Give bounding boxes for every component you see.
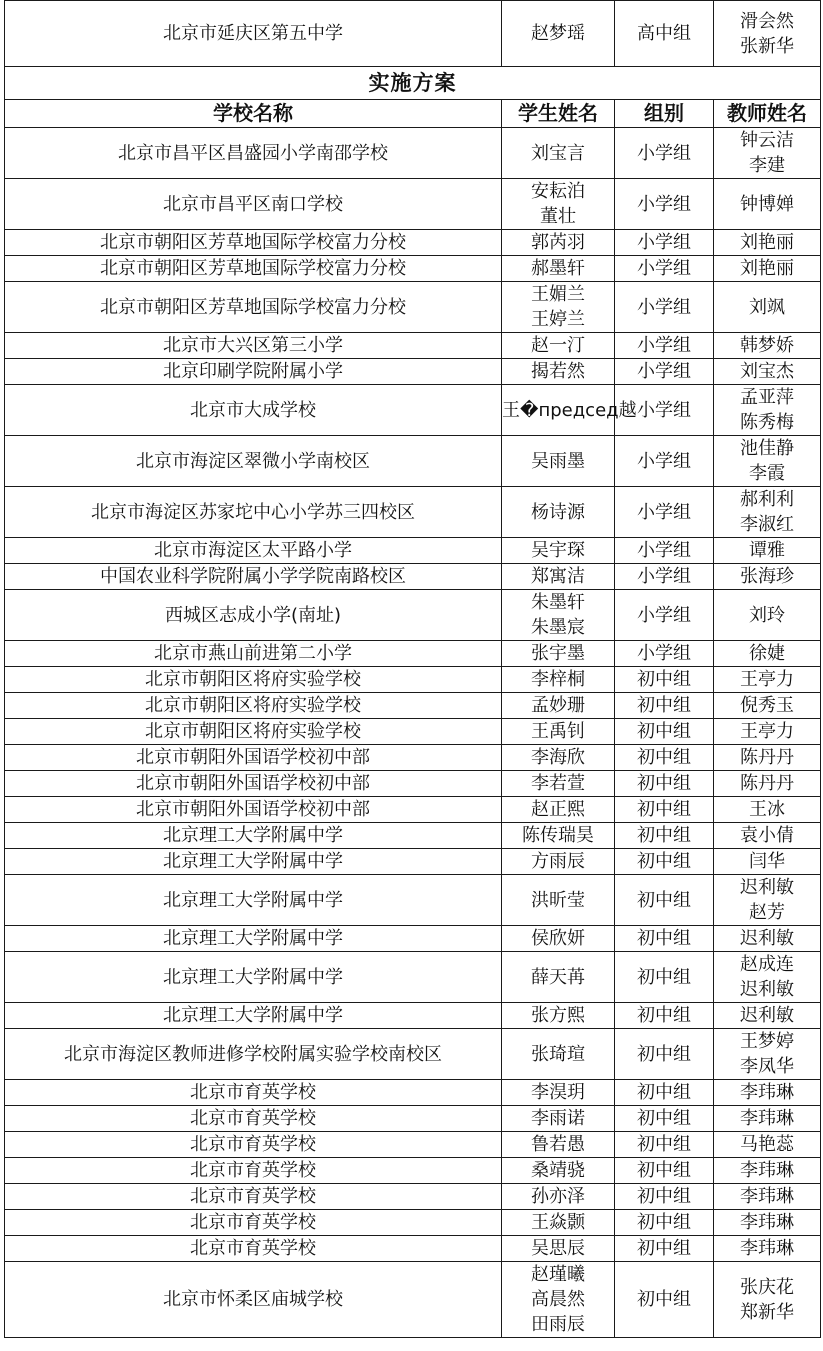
- teacher-name: 刘宝杰: [740, 361, 794, 382]
- group-cell: 初中组: [615, 823, 714, 849]
- student-name: 田雨辰: [531, 1314, 585, 1335]
- teacher-name: 李玮琳: [740, 1082, 794, 1103]
- teacher-name: 赵芳: [749, 902, 785, 923]
- teacher-name: 李玮琳: [740, 1108, 794, 1129]
- teacher-name: 迟利敏: [740, 1005, 794, 1026]
- teacher-name-cell: [714, 385, 821, 436]
- student-name: 李若萱: [531, 773, 585, 794]
- teacher-name-cell: [714, 693, 821, 719]
- student-name: 侯欣妍: [531, 928, 585, 949]
- student-name: 陈传瑞昊: [522, 825, 594, 846]
- school-name-cell: 北京市怀柔区庙城学校: [5, 1262, 502, 1338]
- group-cell: 高中组: [615, 1, 714, 67]
- student-name-cell: [502, 1080, 615, 1106]
- table-row: [5, 641, 821, 667]
- student-name-cell: [502, 359, 615, 385]
- student-name-cell: [502, 128, 615, 179]
- group-cell: 初中组: [615, 1080, 714, 1106]
- teacher-name-cell: [714, 436, 821, 487]
- group-cell: 初中组: [615, 667, 714, 693]
- table-row: [5, 282, 821, 333]
- group-cell: 初中组: [615, 1132, 714, 1158]
- student-name-cell: [502, 1003, 615, 1029]
- teacher-name-cell: [714, 719, 821, 745]
- school-name-cell: 北京市海淀区教师进修学校附属实验学校南校区: [5, 1029, 502, 1080]
- teacher-name: 迟利敏: [740, 979, 794, 1000]
- student-name: 王�председ越: [502, 399, 637, 421]
- school-name-cell: 北京理工大学附属中学: [5, 952, 502, 1003]
- teacher-name: 池佳静: [740, 438, 794, 459]
- student-name-cell: [502, 1158, 615, 1184]
- student-name-cell: [502, 1184, 615, 1210]
- group-cell: 初中组: [615, 1262, 714, 1338]
- group-cell: 小学组: [615, 641, 714, 667]
- school-name-cell: 北京理工大学附属中学: [5, 1003, 502, 1029]
- table-row: [5, 333, 821, 359]
- teacher-name: 陈丹丹: [740, 773, 794, 794]
- teacher-name: 陈丹丹: [740, 747, 794, 768]
- student-name: 赵梦瑶: [531, 23, 585, 44]
- group-cell: 小学组: [615, 590, 714, 641]
- student-name-cell: [502, 385, 637, 436]
- student-name: 王婷兰: [531, 309, 585, 330]
- teacher-name: 迟利敏: [740, 877, 794, 898]
- student-name: 鲁若愚: [531, 1134, 585, 1155]
- teacher-name-cell: [714, 359, 821, 385]
- student-name: 郑寓洁: [531, 566, 585, 587]
- table-row: [5, 1106, 821, 1132]
- student-name: 董壮: [540, 206, 576, 227]
- group-cell: 初中组: [615, 1106, 714, 1132]
- student-name: 高晨然: [531, 1289, 585, 1310]
- student-name-cell: [502, 875, 615, 926]
- teacher-name-cell: [714, 641, 821, 667]
- student-name: 王媚兰: [531, 284, 585, 305]
- teacher-name: 闫华: [749, 851, 785, 872]
- school-name-cell: 北京理工大学附属中学: [5, 926, 502, 952]
- student-name-cell: [502, 771, 615, 797]
- teacher-name: 韩梦娇: [740, 335, 794, 356]
- student-name-cell: [502, 719, 615, 745]
- teacher-name: 张庆花: [740, 1276, 794, 1298]
- student-name-cell: [502, 538, 615, 564]
- table-row: [5, 230, 821, 256]
- student-name: 张琦瑄: [531, 1043, 585, 1065]
- student-name: 李海欣: [531, 747, 585, 768]
- group-cell: 初中组: [615, 1029, 714, 1080]
- teacher-name: 李玮琳: [740, 1212, 794, 1233]
- student-name: 赵正熙: [531, 799, 585, 820]
- student-name: 张方熙: [531, 1005, 585, 1026]
- group-cell: 初中组: [615, 1210, 714, 1236]
- group-cell: 小学组: [615, 128, 714, 179]
- school-name-cell: 北京理工大学附属中学: [5, 823, 502, 849]
- header-row: [5, 100, 821, 128]
- table-row: [5, 1262, 821, 1338]
- student-name: 薛天苒: [531, 966, 585, 988]
- column-header-school: 学校名称: [5, 100, 502, 128]
- student-name: 赵一汀: [531, 335, 585, 356]
- student-name-cell: [502, 256, 615, 282]
- student-name: 吴宇琛: [531, 540, 585, 561]
- teacher-name-cell: [714, 230, 821, 256]
- group-cell: 小学组: [615, 256, 714, 282]
- student-name-cell: [502, 179, 615, 230]
- group-cell: 小学组: [615, 436, 714, 487]
- table-row: [5, 1158, 821, 1184]
- student-name-cell: [502, 230, 615, 256]
- student-name: 洪昕莹: [531, 889, 585, 911]
- student-name: 安耘泊: [531, 181, 585, 202]
- student-name-cell: [502, 641, 615, 667]
- group-cell: 小学组: [615, 282, 714, 333]
- teacher-name-cell: [714, 1158, 821, 1184]
- group-cell: 初中组: [615, 875, 714, 926]
- school-name-cell: 北京市朝阳区将府实验学校: [5, 719, 502, 745]
- teacher-name-cell: [714, 1210, 821, 1236]
- table-row: [5, 926, 821, 952]
- teacher-name: 刘艳丽: [740, 232, 794, 253]
- teacher-name: 袁小倩: [740, 825, 794, 846]
- teacher-name-cell: [714, 538, 821, 564]
- teacher-name-cell: [714, 1, 821, 67]
- group-cell: 初中组: [615, 745, 714, 771]
- student-name-cell: [502, 1210, 615, 1236]
- student-name: 桑靖骁: [531, 1160, 585, 1181]
- teacher-name-cell: [714, 333, 821, 359]
- school-name-cell: 北京理工大学附属中学: [5, 849, 502, 875]
- school-name-cell: 北京市朝阳外国语学校初中部: [5, 771, 502, 797]
- table-row: [5, 256, 821, 282]
- student-name-cell: [502, 849, 615, 875]
- table-row: [5, 590, 821, 641]
- group-cell: 初中组: [615, 1184, 714, 1210]
- group-cell: 初中组: [615, 1236, 714, 1262]
- teacher-name: 谭雅: [749, 540, 785, 561]
- school-name-cell: 北京市海淀区太平路小学: [5, 538, 502, 564]
- school-name-cell: 北京市大兴区第三小学: [5, 333, 502, 359]
- student-name-cell: [502, 1236, 615, 1262]
- group-cell: 初中组: [615, 926, 714, 952]
- school-name-cell: 北京市朝阳区芳草地国际学校富力分校: [5, 282, 502, 333]
- teacher-name: 张海珍: [740, 566, 794, 587]
- teacher-name: 李建: [749, 155, 785, 176]
- student-name: 刘宝言: [531, 142, 585, 164]
- student-name-cell: [502, 823, 615, 849]
- student-name: 杨诗源: [531, 501, 585, 523]
- school-name-cell: 北京市昌平区昌盛园小学南邵学校: [5, 128, 502, 179]
- school-name-cell: 北京市昌平区南口学校: [5, 179, 502, 230]
- school-name-cell: 北京市育英学校: [5, 1184, 502, 1210]
- teacher-name-cell: [714, 771, 821, 797]
- group-cell: 初中组: [615, 719, 714, 745]
- student-name-cell: [502, 1132, 615, 1158]
- teacher-name-cell: [714, 564, 821, 590]
- teacher-name-cell: [714, 1080, 821, 1106]
- teacher-name-cell: [714, 823, 821, 849]
- student-name: 朱墨宸: [531, 617, 585, 638]
- group-cell: 小学组: [615, 333, 714, 359]
- school-name-cell: 北京市朝阳外国语学校初中部: [5, 745, 502, 771]
- group-cell: 初中组: [615, 797, 714, 823]
- teacher-name: 李玮琳: [740, 1160, 794, 1181]
- teacher-name-cell: [714, 1106, 821, 1132]
- table-row: [5, 771, 821, 797]
- school-name-cell: 北京市育英学校: [5, 1210, 502, 1236]
- student-name-cell: [502, 952, 615, 1003]
- teacher-name: 李玮琳: [740, 1238, 794, 1259]
- school-name-cell: 北京市燕山前进第二小学: [5, 641, 502, 667]
- school-name-cell: 北京市育英学校: [5, 1236, 502, 1262]
- student-name-cell: [502, 564, 615, 590]
- table-row: [5, 1210, 821, 1236]
- teacher-name: 赵成连: [740, 954, 794, 975]
- student-name: 王禹钊: [531, 721, 585, 742]
- table-row: [5, 179, 821, 230]
- teacher-name: 王亭力: [740, 721, 794, 742]
- teacher-name-cell: [714, 926, 821, 952]
- school-name-cell: 北京市海淀区苏家坨中心小学苏三四校区: [5, 487, 502, 538]
- school-name-cell: 西城区志成小学(南址): [5, 590, 502, 641]
- table-row: [5, 436, 821, 487]
- student-name: 赵瑾曦: [531, 1264, 585, 1285]
- teacher-name: 倪秀玉: [740, 695, 794, 716]
- column-header-student: 学生姓名: [502, 100, 615, 128]
- table-row: [5, 538, 821, 564]
- student-name: 李淏玥: [531, 1082, 585, 1103]
- student-name-cell: [502, 590, 615, 641]
- teacher-name: 滑会然: [740, 10, 794, 32]
- table-row: [5, 745, 821, 771]
- group-cell: 小学组: [615, 564, 714, 590]
- teacher-name: 陈秀梅: [740, 412, 794, 433]
- table-row: [5, 1080, 821, 1106]
- school-name-cell: 北京市育英学校: [5, 1106, 502, 1132]
- teacher-name-cell: [714, 667, 821, 693]
- student-name: 李梓桐: [531, 669, 585, 690]
- student-name: 王焱颢: [531, 1212, 585, 1233]
- teacher-name-cell: [714, 952, 821, 1003]
- teacher-name-cell: [714, 1132, 821, 1158]
- award-table: [4, 0, 821, 1338]
- teacher-name-cell: [714, 128, 821, 179]
- table-row: [5, 1, 821, 67]
- group-cell: 初中组: [615, 771, 714, 797]
- table-row: [5, 564, 821, 590]
- teacher-name: 刘飒: [749, 296, 785, 318]
- teacher-name-cell: [714, 256, 821, 282]
- group-cell: 初中组: [615, 952, 714, 1003]
- teacher-name-cell: [714, 1003, 821, 1029]
- section-title: 实施方案: [5, 67, 821, 100]
- teacher-name: 马艳蕊: [740, 1134, 794, 1155]
- student-name: 李雨诺: [531, 1108, 585, 1129]
- teacher-name-cell: [714, 487, 821, 538]
- column-header-teacher: 教师姓名: [714, 100, 821, 128]
- table-row: [5, 1184, 821, 1210]
- teacher-name: 郝利利: [740, 489, 794, 510]
- student-name-cell: [502, 333, 615, 359]
- teacher-name-cell: [714, 797, 821, 823]
- teacher-name: 张新华: [740, 35, 794, 57]
- teacher-name: 王亭力: [740, 669, 794, 690]
- table-row: [5, 487, 821, 538]
- teacher-name-cell: [714, 1236, 821, 1262]
- table-row: [5, 1236, 821, 1262]
- table-row: [5, 128, 821, 179]
- school-name-cell: 北京市大成学校: [5, 385, 502, 436]
- teacher-name: 李淑红: [740, 514, 794, 535]
- school-name-cell: 北京市海淀区翠微小学南校区: [5, 436, 502, 487]
- student-name: 孟妙珊: [531, 695, 585, 716]
- teacher-name: 刘艳丽: [740, 258, 794, 279]
- teacher-name-cell: [714, 745, 821, 771]
- school-name-cell: 北京市朝阳区将府实验学校: [5, 693, 502, 719]
- student-name-cell: [502, 487, 615, 538]
- student-name-cell: [502, 693, 615, 719]
- table-row: [5, 952, 821, 1003]
- student-name-cell: [502, 797, 615, 823]
- teacher-name: 李凤华: [740, 1056, 794, 1077]
- table-row: [5, 797, 821, 823]
- school-name-cell: 北京市朝阳区芳草地国际学校富力分校: [5, 256, 502, 282]
- student-name-cell: [502, 667, 615, 693]
- group-cell: 小学组: [615, 359, 714, 385]
- teacher-name-cell: [714, 282, 821, 333]
- teacher-name: 王梦婷: [740, 1031, 794, 1052]
- school-name-cell: 北京市育英学校: [5, 1132, 502, 1158]
- student-name-cell: [502, 1262, 615, 1338]
- school-name-cell: 北京市育英学校: [5, 1080, 502, 1106]
- teacher-name: 迟利敏: [740, 928, 794, 949]
- school-name-cell: 北京市朝阳区芳草地国际学校富力分校: [5, 230, 502, 256]
- student-name: 揭若然: [531, 361, 585, 382]
- teacher-name: 钟云洁: [740, 130, 794, 151]
- table-row: [5, 823, 821, 849]
- teacher-name: 李玮琳: [740, 1186, 794, 1207]
- group-cell: 初中组: [615, 1003, 714, 1029]
- table-row: [5, 875, 821, 926]
- table-row: [5, 693, 821, 719]
- student-name-cell: [502, 436, 615, 487]
- student-name: 吴思辰: [531, 1238, 585, 1259]
- section-row: [5, 67, 821, 100]
- table-row: [5, 719, 821, 745]
- student-name-cell: [502, 1106, 615, 1132]
- student-name: 方雨辰: [531, 851, 585, 872]
- table-row: [5, 359, 821, 385]
- student-name-cell: [502, 1029, 615, 1080]
- student-name-cell: [502, 745, 615, 771]
- student-name: 孙亦泽: [531, 1186, 585, 1207]
- school-name-cell: 北京市朝阳外国语学校初中部: [5, 797, 502, 823]
- school-name-cell: 北京理工大学附属中学: [5, 875, 502, 926]
- school-name-cell: 北京市育英学校: [5, 1158, 502, 1184]
- group-cell: 初中组: [615, 849, 714, 875]
- school-name-cell: 中国农业科学院附属小学学院南路校区: [5, 564, 502, 590]
- teacher-name: 王冰: [749, 799, 785, 820]
- student-name-cell: [502, 1, 615, 67]
- student-name: 吴雨墨: [531, 450, 585, 472]
- table-row: [5, 1132, 821, 1158]
- table-row: [5, 385, 821, 436]
- student-name: 张宇墨: [531, 643, 585, 664]
- teacher-name-cell: [714, 849, 821, 875]
- student-name: 郭芮羽: [531, 232, 585, 253]
- teacher-name: 李霞: [749, 463, 785, 484]
- teacher-name: 郑新华: [740, 1301, 794, 1323]
- student-name-cell: [502, 282, 615, 333]
- student-name-cell: [502, 926, 615, 952]
- school-name-cell: 北京市延庆区第五中学: [5, 1, 502, 67]
- teacher-name-cell: [714, 1262, 821, 1338]
- teacher-name-cell: [714, 590, 821, 641]
- table-row: [5, 1003, 821, 1029]
- student-name: 朱墨轩: [531, 592, 585, 613]
- table-row: [5, 849, 821, 875]
- teacher-name: 刘玲: [749, 604, 785, 626]
- group-cell: 小学组: [615, 230, 714, 256]
- school-name-cell: 北京印刷学院附属小学: [5, 359, 502, 385]
- teacher-name-cell: [714, 179, 821, 230]
- group-cell: 初中组: [615, 1158, 714, 1184]
- group-cell: 小学组: [615, 487, 714, 538]
- group-cell: 小学组: [615, 179, 714, 230]
- teacher-name: 钟博婵: [740, 193, 794, 215]
- column-header-group: 组别: [615, 100, 714, 128]
- group-cell: 初中组: [615, 693, 714, 719]
- teacher-name-cell: [714, 875, 821, 926]
- group-cell: 小学组: [615, 538, 714, 564]
- teacher-name-cell: [714, 1184, 821, 1210]
- student-name: 郝墨轩: [531, 258, 585, 279]
- teacher-name-cell: [714, 1029, 821, 1080]
- teacher-name: 徐婕: [749, 643, 785, 664]
- table-row: [5, 1029, 821, 1080]
- award-list-sheet: [4, 0, 820, 1338]
- teacher-name: 孟亚萍: [740, 387, 794, 408]
- school-name-cell: 北京市朝阳区将府实验学校: [5, 667, 502, 693]
- table-row: [5, 667, 821, 693]
- group-cell: 小学组: [615, 385, 714, 436]
